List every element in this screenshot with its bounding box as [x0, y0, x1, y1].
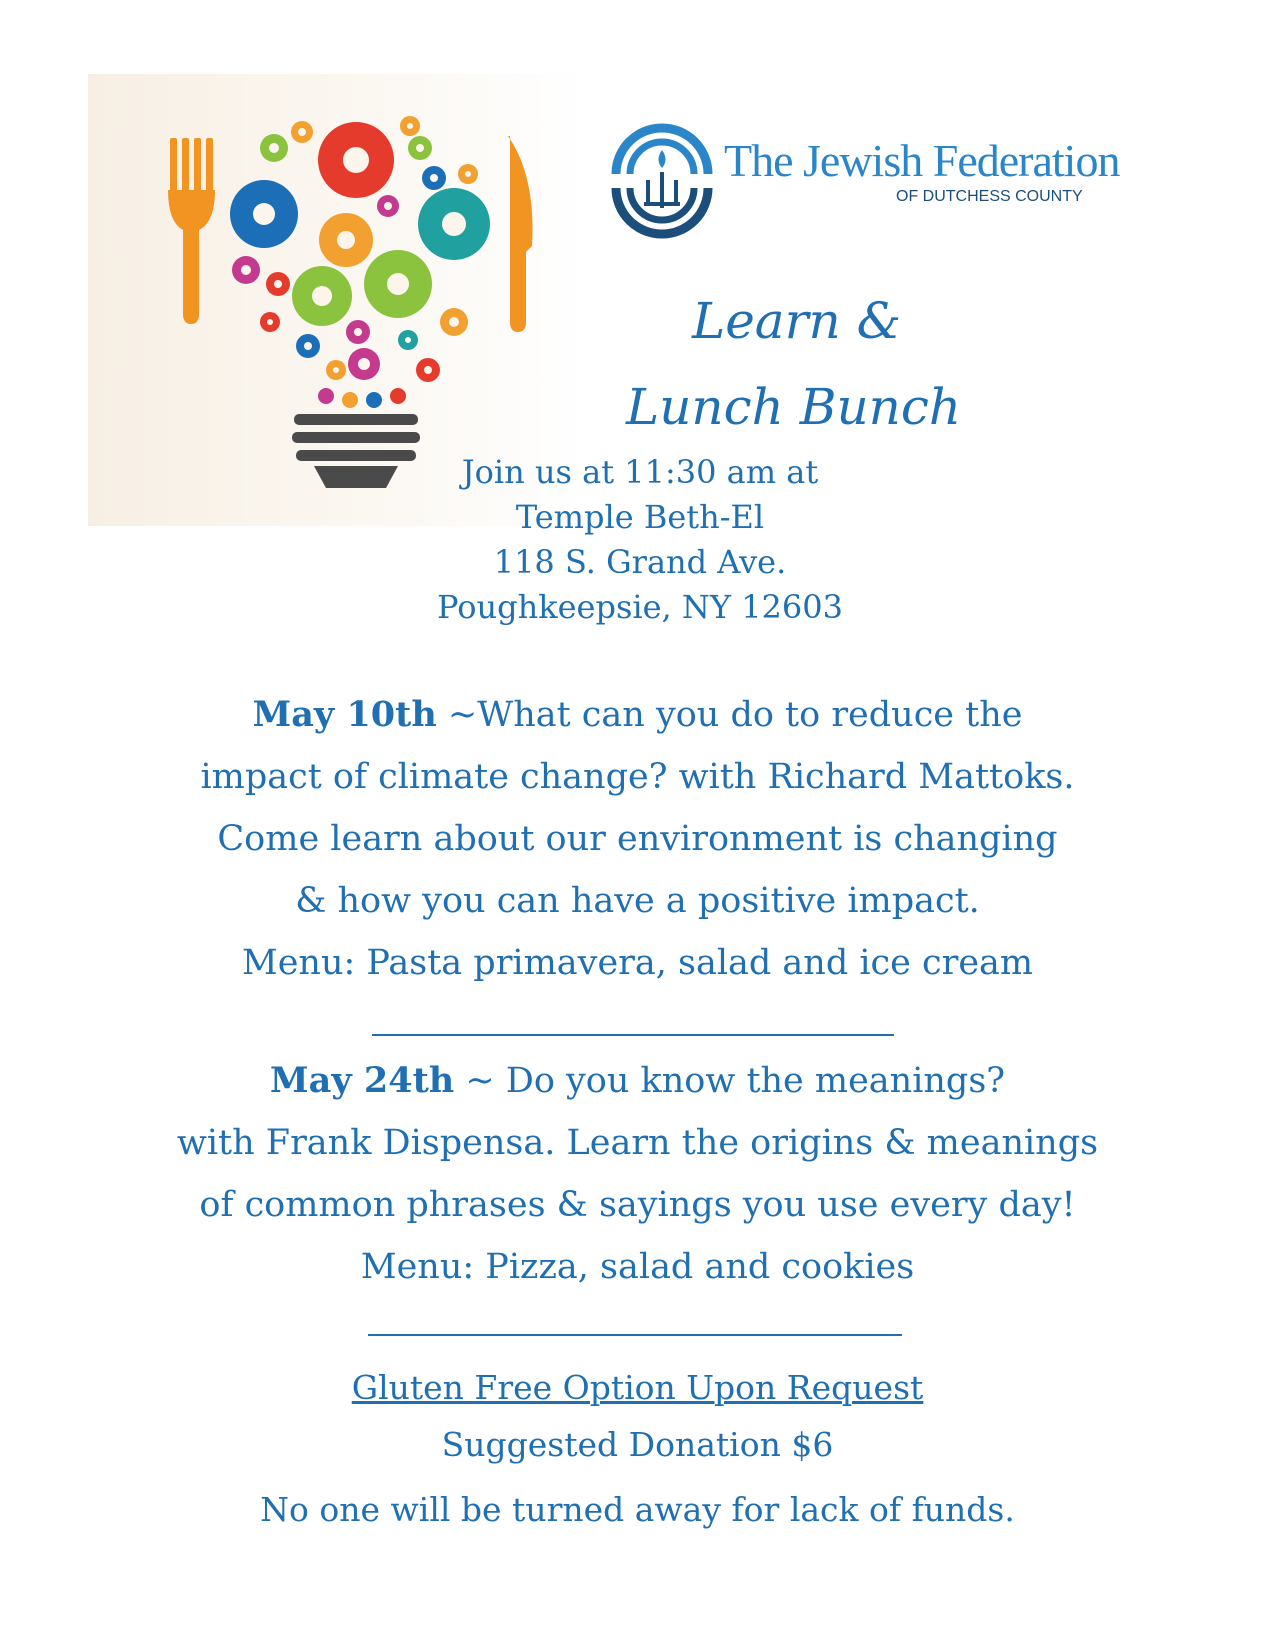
- event-2-line-2: with Frank Dispensa. Learn the origins & meanings: [176, 1123, 1099, 1163]
- title-line-2: Lunch Bunch: [626, 378, 962, 436]
- event-1-menu: Menu: Pasta primavera, salad and ice cream: [241, 943, 1034, 983]
- event-2-line-3: of common phrases & sayings you use every day!: [199, 1185, 1076, 1225]
- event-1-line-4: & how you can have a positive impact.: [295, 881, 980, 921]
- divider-1: [372, 1034, 894, 1036]
- federation-logo: [608, 104, 1120, 260]
- gears-cluster: [230, 116, 490, 408]
- logo-subtitle: OF DUTCHESS COUNTY: [896, 188, 1083, 205]
- event-1-line-3: Come learn about our environment is changing: [217, 819, 1058, 859]
- event-1-line-2: impact of climate change? with Richard Mattoks.: [200, 757, 1075, 797]
- event-2-date: May 24th: [269, 1060, 455, 1101]
- event-1-date: May 10th: [252, 694, 437, 735]
- knife-icon: [508, 136, 533, 332]
- title-line-1: Learn &: [692, 292, 902, 350]
- event-may-24: [140, 1050, 1135, 1298]
- suggested-donation: Suggested Donation $6: [441, 1425, 834, 1464]
- event-2-heading: [140, 1050, 1135, 1112]
- event-1-heading: [140, 684, 1135, 746]
- event-2-topic: ~ Do you know the meanings?: [454, 1061, 1006, 1101]
- venue-info: [400, 450, 880, 630]
- event-1-topic: ~What can you do to reduce the: [436, 695, 1023, 735]
- event-may-10: [140, 684, 1135, 994]
- logo-name: The Jewish Federation: [724, 135, 1120, 186]
- funds-note: No one will be turned away for lack of funds.: [260, 1490, 1015, 1529]
- menorah-arch-logo-icon: [608, 104, 718, 260]
- gluten-free-note: Gluten Free Option Upon Request: [351, 1368, 924, 1407]
- event-2-menu: Menu: Pizza, salad and cookies: [360, 1247, 915, 1287]
- fork-icon: [168, 138, 215, 324]
- divider-2: [368, 1334, 902, 1336]
- venue-time: Join us at 11:30 am at: [461, 453, 819, 491]
- venue-street: 118 S. Grand Ave.: [493, 543, 787, 581]
- venue-city: Poughkeepsie, NY 12603: [437, 588, 843, 626]
- venue-name: Temple Beth-El: [515, 498, 765, 536]
